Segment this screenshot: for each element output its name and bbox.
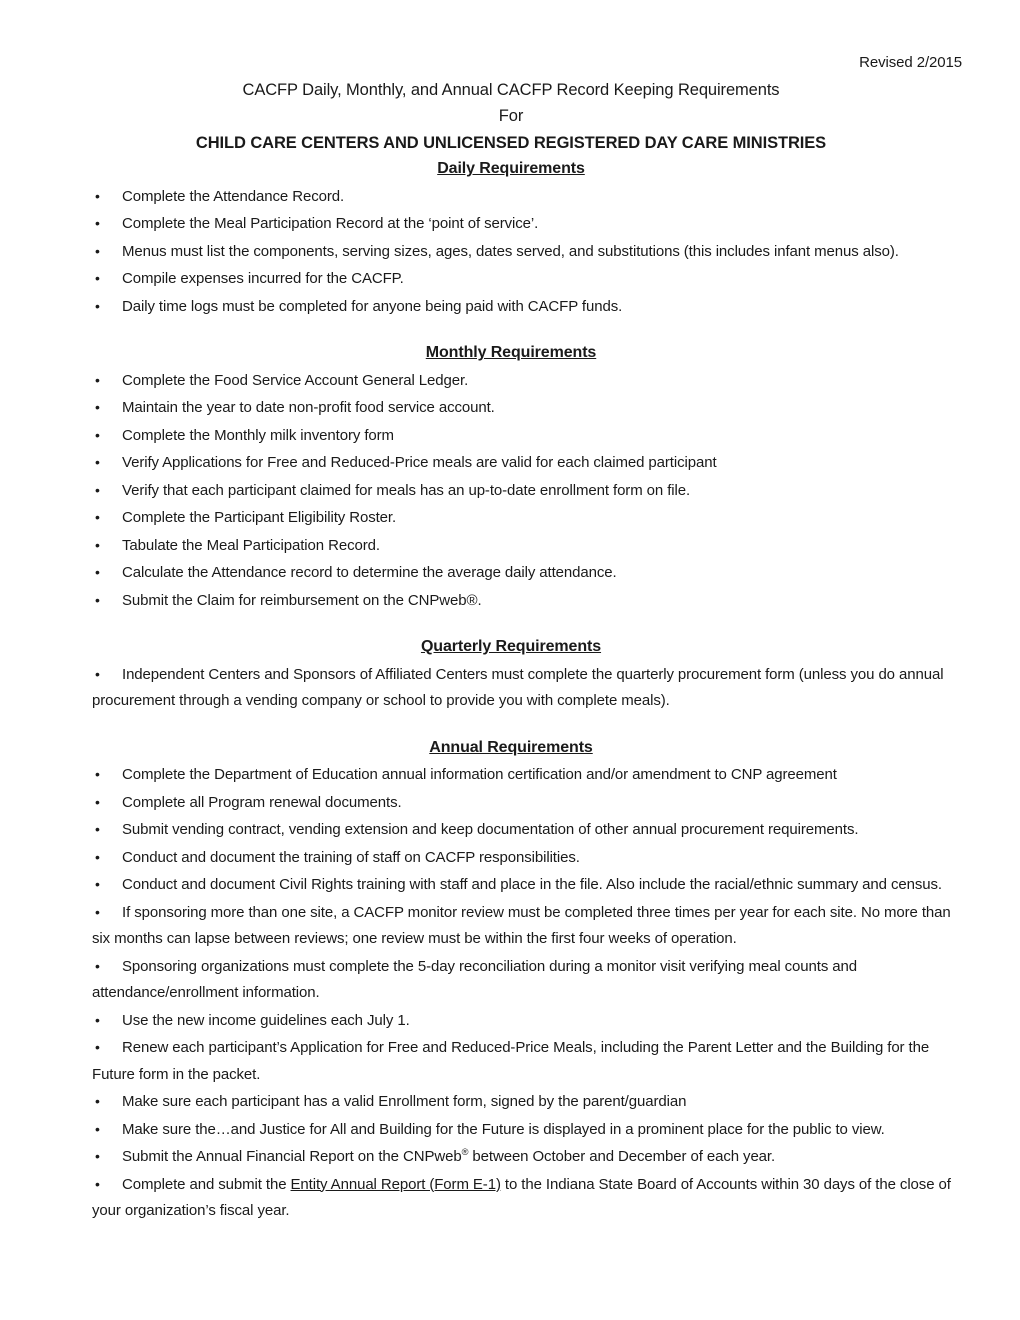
bullet-icon: • [95, 242, 100, 259]
bullet-icon: • [95, 215, 100, 231]
bullet-icon: • [95, 876, 100, 892]
bullet-icon: • [95, 821, 100, 837]
document-title-for: For [498, 107, 524, 125]
bullet-text: between October and December of each year. [468, 1148, 776, 1165]
bullet-item [92, 789, 962, 817]
bullet-text: Complete the Monthly milk inventory form [122, 426, 394, 444]
bullet-icon: • [95, 536, 100, 553]
bullet-item [92, 532, 962, 560]
bullet-item [92, 422, 962, 450]
bullet-text: If sponsoring more than one site, a CACFP monitor review must be completed three times per year for each site. No more than six months can lapse between reviews; one review must be within the first four weeks of operation. [92, 903, 951, 947]
bullet-text: Use the new income guidelines each July 1. [122, 1011, 410, 1029]
bullet-icon: • [95, 1175, 100, 1192]
bullet-item [92, 1088, 962, 1116]
section-heading-annual: Annual Requirements [429, 738, 593, 756]
section-quarterly [92, 634, 962, 715]
bullet-icon: • [95, 591, 100, 608]
bullet-item [92, 394, 962, 422]
bullet-text: Independent Centers and Sponsors of Affiliated Centers must complete the quarterly procurement form (unless you do annual procurement through a vending company or school to provide you with complete meals). [92, 665, 944, 709]
bullet-text: Submit the Claim for reimbursement on the CNPweb®. [122, 591, 482, 609]
bullet-item [92, 238, 962, 266]
bullet-text: Conduct and document Civil Rights training with staff and place in the file. Also include the racial/ethnic summary and census. [122, 876, 942, 893]
bullet-item [92, 183, 962, 211]
bullet-icon: • [95, 1148, 100, 1164]
sections [92, 156, 962, 1225]
bullet-icon: • [95, 426, 100, 443]
bullet-text: Submit the Annual Financial Report on the CNPweb [122, 1148, 462, 1165]
section-heading-monthly: Monthly Requirements [425, 344, 597, 361]
bullet-icon: • [95, 957, 100, 974]
bullet-icon: • [95, 766, 100, 782]
bullet-text: Verify Applications for Free and Reduced-Price meals are valid for each claimed participant [122, 454, 717, 471]
bullet-item [92, 1007, 962, 1035]
bullet-icon: • [95, 903, 100, 920]
section-monthly [92, 340, 962, 614]
bullet-icon: • [95, 848, 100, 865]
bullet-text: Sponsoring organizations must complete the 5-day reconciliation during a monitor visit verifying meal counts and attendance/enrollment information. [92, 957, 858, 1001]
bullet-icon: • [95, 1039, 100, 1055]
bullet-item [92, 816, 962, 844]
bullet-item [92, 1143, 962, 1171]
bullet-text: Renew each participant’s Application for Free and Reduced-Price Meals, including the Parent Letter and the Building for the Future form in the packet. [92, 1039, 930, 1083]
bullet-icon: • [95, 270, 100, 286]
bullet-item [92, 1034, 962, 1088]
bullet-text: Verify that each participant claimed for meals has an up-to-date enrollment form on file. [122, 481, 691, 499]
bullet-icon: • [95, 187, 100, 204]
bullet-item [92, 1171, 962, 1225]
bullet-item [92, 953, 962, 1007]
entity-annual-report-link[interactable]: Entity Annual Report (Form E-1) [290, 1175, 501, 1193]
bullet-item [92, 871, 962, 899]
bullet-item [92, 844, 962, 872]
bullet-text: Submit vending contract, vending extension and keep documentation of other annual procurement requirements. [122, 821, 859, 838]
bullet-icon: • [95, 564, 100, 580]
section-heading-daily: Daily Requirements [437, 160, 585, 177]
bullet-icon: • [95, 1120, 100, 1137]
bullet-icon: • [95, 1093, 100, 1109]
document-audience: CHILD CARE CENTERS AND UNLICENSED REGISTERED DAY CARE MINISTRIES [195, 133, 827, 152]
section-annual [92, 735, 962, 1225]
bullet-icon: • [95, 1011, 100, 1028]
bullet-item [92, 210, 962, 238]
bullet-text: Conduct and document the training of staff on CACFP responsibilities. [122, 848, 580, 866]
bullet-icon: • [95, 793, 100, 810]
bullet-icon: • [95, 665, 100, 682]
bullet-text: Compile expenses incurred for the CACFP. [122, 270, 404, 287]
bullet-item [92, 367, 962, 395]
bullet-icon: • [95, 371, 100, 388]
bullet-item [92, 477, 962, 505]
bullet-text: ® [461, 1147, 469, 1157]
bullet-item [92, 293, 962, 321]
section-daily [92, 156, 962, 320]
bullet-icon: • [95, 454, 100, 470]
bullet-text: Complete the Food Service Account General Ledger. [122, 371, 469, 389]
bullet-text: Complete the Meal Participation Record at the ‘point of service’. [122, 215, 539, 232]
bullet-icon: • [95, 399, 100, 415]
bullet-item [92, 899, 962, 953]
bullet-icon: • [95, 509, 100, 525]
bullet-icon: • [95, 481, 100, 498]
bullet-text: Tabulate the Meal Participation Record. [122, 536, 380, 554]
revised-date: Revised 2/2015 [859, 54, 962, 71]
document-title: CACFP Daily, Monthly, and Annual CACFP Record Keeping Requirements [242, 80, 780, 99]
bullet-item [92, 587, 962, 615]
bullet-text: Complete all Program renewal documents. [122, 793, 402, 811]
bullet-text: Complete the Attendance Record. [122, 187, 345, 205]
bullet-item [92, 661, 962, 715]
bullet-item [92, 504, 962, 532]
bullet-item [92, 761, 962, 789]
bullet-text: Complete the Participant Eligibility Roster. [122, 509, 397, 526]
bullet-item [92, 265, 962, 293]
bullet-text: Make sure the…and Justice for All and Building for the Future is displayed in a prominent place for the public to view. [122, 1120, 885, 1138]
bullet-text: Daily time logs must be completed for anyone being paid with CACFP funds. [122, 297, 623, 315]
bullet-text: Complete and submit the [122, 1175, 291, 1193]
bullet-item [92, 559, 962, 587]
bullet-item [92, 449, 962, 477]
bullet-icon: • [95, 297, 100, 314]
bullet-text: Make sure each participant has a valid Enrollment form, signed by the parent/guardian [122, 1093, 687, 1110]
bullet-text: Menus must list the components, serving sizes, ages, dates served, and substitutions (this includes infant menus also). [122, 242, 899, 260]
bullet-item [92, 1116, 962, 1144]
bullet-text: Calculate the Attendance record to determine the average daily attendance. [122, 564, 617, 581]
bullet-text: Complete the Department of Education annual information certification and/or amendment to CNP agreement [122, 766, 837, 783]
bullet-text: to the Indiana State Board of Accounts within 30 days of the close of your organization’s fiscal year. [92, 1175, 951, 1219]
bullet-text: Maintain the year to date non-profit food service account. [122, 399, 495, 416]
section-heading-quarterly: Quarterly Requirements [420, 638, 602, 655]
